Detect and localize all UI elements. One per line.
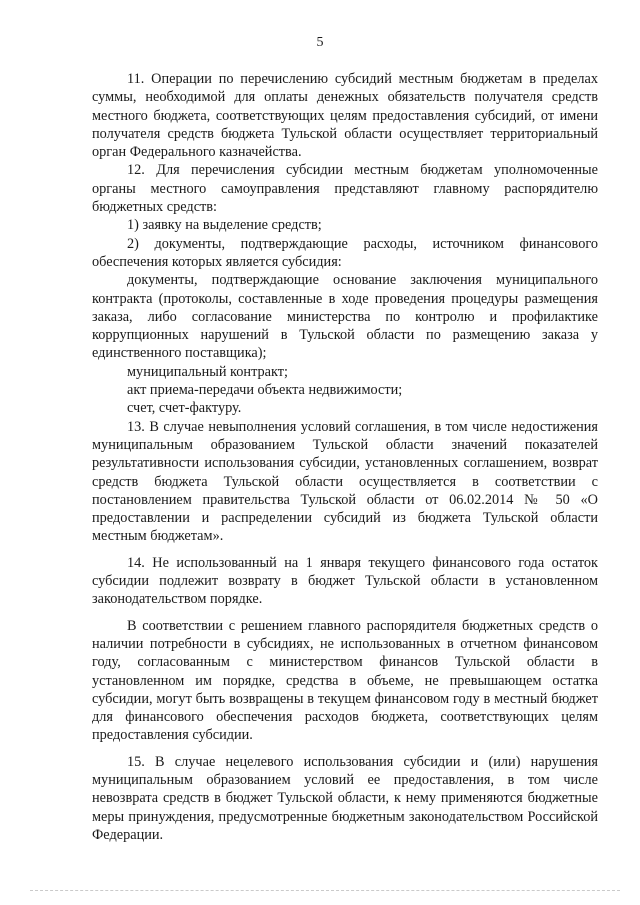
acceptance-act-item: акт приема-передачи объекта недвижимости; [127,382,403,399]
paragraph-13: 13. В случае невыполнения условий соглашения, в том числе недостижения муниципальным образованием Тульской области значений показателей результативности использования субсидии, установленных соглашением, возврат средств бюджета Тульской области осуществляется в соответствии с постановлением правительства Тульской области от 06.02.2014 № 50 «О предоставлении и распределении субсидий из бюджета Тульской области местным бюджетам». [92,418,598,545]
document-body [92,70,598,844]
invoice-item: счет, счет-фактуру. [127,400,242,417]
paragraph-14: 14. Не использованный на 1 января текущего финансового года остаток субсидии подлежит возврату в бюджет Тульской области в установленном законодательством порядке. [92,554,598,608]
list-item-documents: 2) документы, подтверждающие расходы, источником финансового обеспечения которых является субсидия: [92,235,598,270]
list-item-application: 1) заявку на выделение средств; [127,217,322,234]
paragraph-12: 12. Для перечисления субсидии местным бюджетам уполномоченные органы местного самоуправления представляют главному распорядителю бюджетных средств: [92,162,598,216]
municipal-contract-item: муниципальный контракт; [127,363,288,380]
scan-footer-artifact [30,890,620,893]
documents-basis-contract: документы, подтверждающие основание заключения муниципального контракта (протоколы, составленные в ходе проведения процедуры размещения заказа, либо согласование министерства по контролю и профилактике коррупционных нарушений в Тульской области по размещению заказа у единственного поставщика); [92,272,598,362]
paragraph-15: 15. В случае нецелевого использования субсидии и (или) нарушения муниципальным образованием условий ее предоставления, в том числе невозврата средств в бюджет Тульской области, к нему применяются бюджетные меры принуждения, предусмотренные бюджетным законодательством Российской Федерации. [92,753,598,843]
page-number: 5 [316,35,324,50]
paragraph-14-return-decision: В соответствии с решением главного распорядителя бюджетных средств о наличии потребности в субсидиях, не использованных в отчетном финансовом году, согласованным с министерством финансов Тульской области в установленном им порядке, средства в объеме, не превышающем остатка субсидии, могут быть возвращены в текущем финансовом году в местный бюджет для финансового обеспечения расходов бюджета, соответствующих целям предоставления субсидии. [92,617,598,744]
paragraph-11: 11. Операции по перечислению субсидий местным бюджетам в пределах суммы, необходимой для оплаты денежных обязательств получателя средств местного бюджета, соответствующих целям предоставления субсидий, от имени получателя средств бюджета Тульской области осуществляет территориальный орган Федерального казначейства. [92,71,598,161]
